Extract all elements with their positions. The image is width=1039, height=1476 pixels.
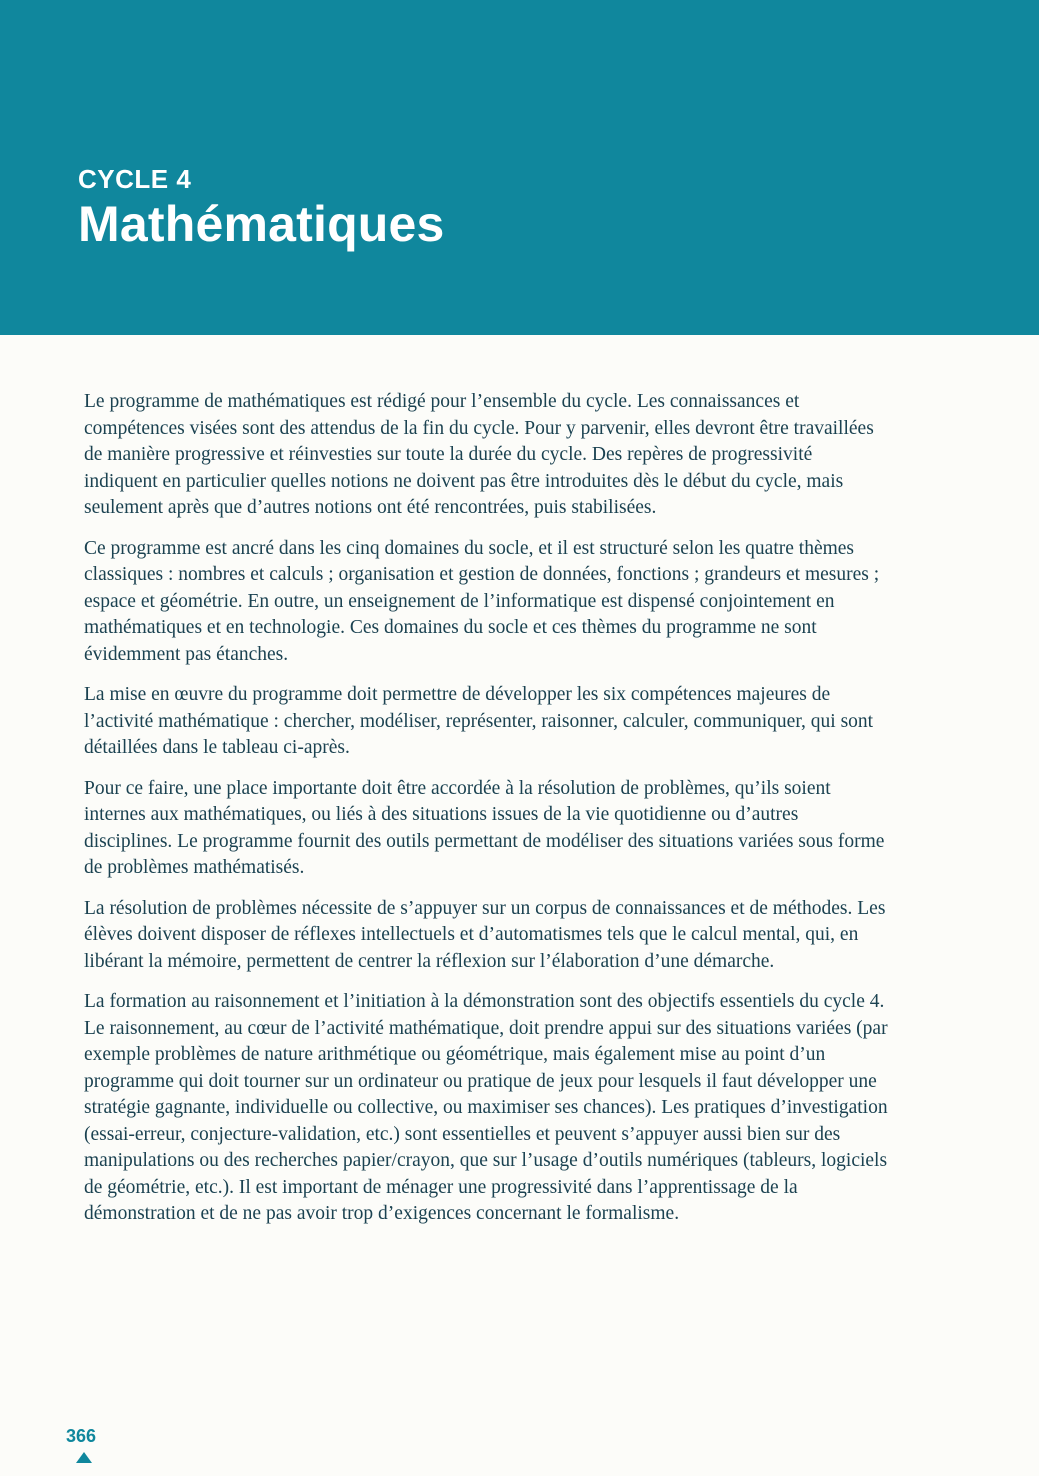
content-area [0,335,1039,1228]
paragraph: La résolution de problèmes nécessite de s’appuyer sur un corpus de connaissances et de méthodes. Les élèves doivent disposer de réflexes intellectuels et d’automatismes tels que le calcul mental, qui, en libérant la mémoire, permettent de centrer la réflexion sur l’élaboration d’une démarche. [84,897,886,972]
cycle-kicker: CYCLE 4 [78,164,192,194]
paragraph: Pour ce faire, une place importante doit être accordée à la résolution de problèmes, qu’ils soient internes aux mathématiques, ou liés à des situations issues de la vie quotidienne ou d’autres disciplines. Le programme fournit des outils permettant de modéliser des situations variées sous forme de problèmes mathématisés. [84,777,885,878]
page-title: Mathématiques [78,195,445,252]
paragraph: La mise en œuvre du programme doit permettre de développer les six compétences majeures de l’activité mathématique : chercher, modéliser, représenter, raisonner, calculer, communiquer, qui sont détaillées dans le tableau ci-après. [84,684,874,758]
paragraph: Le programme de mathématiques est rédigé pour l’ensemble du cycle. Les connaissances et compétences visées sont des attendus de la fin du cycle. Pour y parvenir, elles devront être travaillées de manière progressive et réinvesties sur toute la durée du cycle. Des repères de progressivité indiquent en particulier quelles notions ne doivent pas être introduites dès le début du cycle, mais seulement après que d’autres notions ont été rencontrées, puis stabilisées. [84,391,874,518]
page-header [0,0,1039,335]
paragraph: Ce programme est ancré dans les cinq domaines du socle, et il est structuré selon les quatre thèmes classiques : nombres et calculs ; organisation et gestion de données, fonctions ; grandeurs et mesures ; espace et géométrie. En outre, un enseignement de l’informatique est dispensé conjointement en mathématiques et en technologie. Ces domaines du socle et ces thèmes du programme ne sont évidemment pas étanches. [84,537,880,665]
page-number: 366 [66,1426,97,1446]
paragraph: La formation au raisonnement et l’initiation à la démonstration sont des objectifs essentiels du cycle 4. Le raisonnement, au cœur de l’activité mathématique, doit prendre appui sur des situations variées (par exemple problèmes de nature arithmétique ou géométrique, mais également mise au point d’un programme qui doit tourner sur un ordinateur ou pratique de jeux pour lesquels il faut développer une stratégie gagnante, individuelle ou collective, ou maximiser ses chances). Les pratiques d’investigation (essai-erreur, conjecture-validation, etc.) sont essentielles et peuvent s’appuyer aussi bien sur des manipulations ou des recherches papier/crayon, que sur l’usage d’outils numériques (tableurs, logiciels de géométrie, etc.). Il est important de ménager une progressivité dans l’apprentissage de la démonstration et de ne pas avoir trop d’exigences concernant le formalisme. [84,991,888,1224]
page-footer [0,1426,1039,1476]
up-arrow-icon [76,1452,92,1463]
